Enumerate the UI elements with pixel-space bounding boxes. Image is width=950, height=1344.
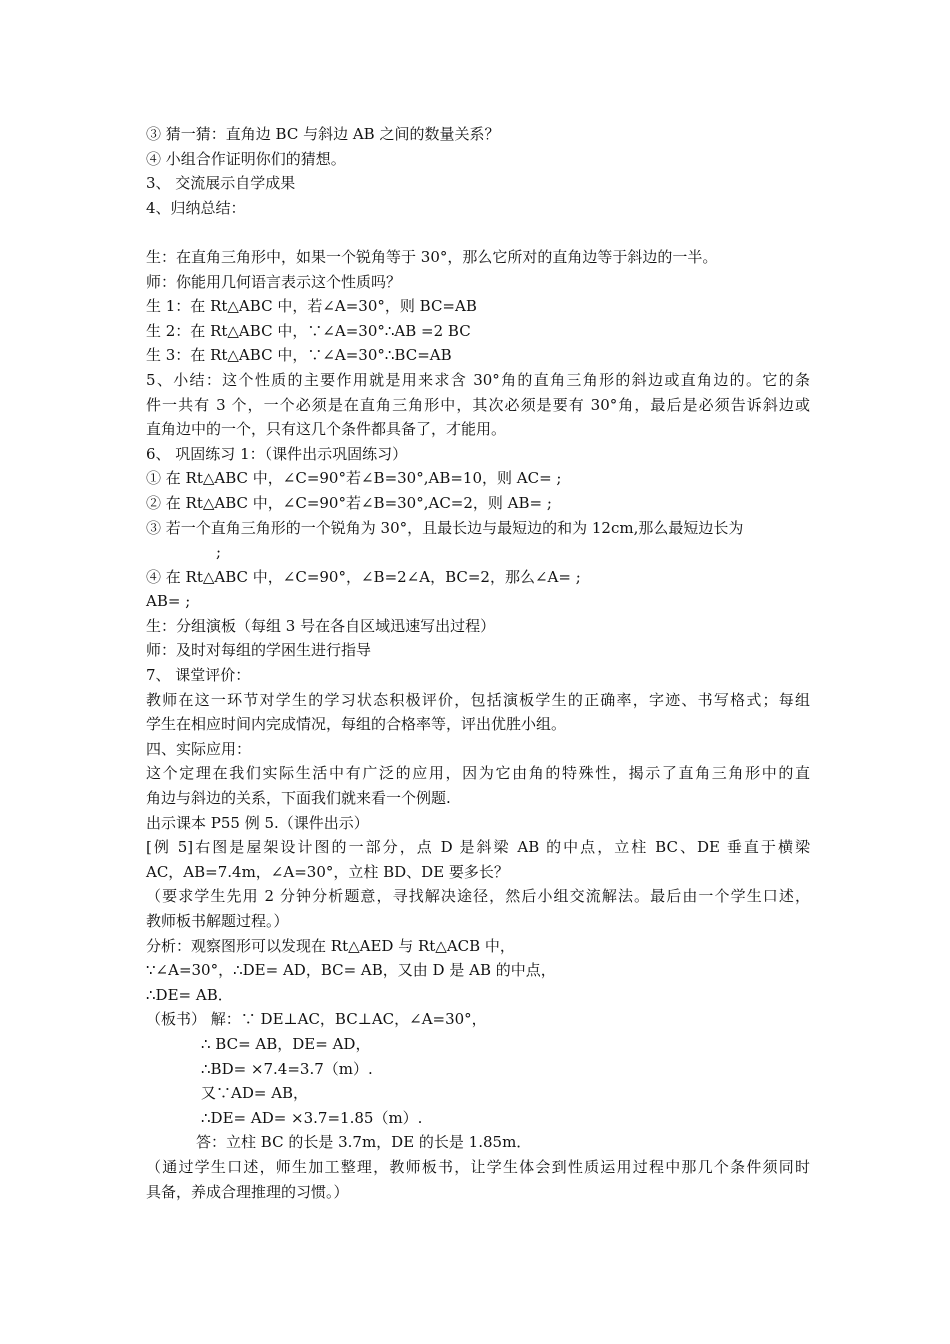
analysis-line: 分析：观察图形可以发现在 Rt△AED 与 Rt△ACB 中， bbox=[146, 936, 515, 955]
student-board-line: 生：分组演板（每组 3 号在各自区域迅速写出过程） bbox=[146, 616, 496, 635]
closing-note-line-2: 具备，养成合理推理的习惯。） bbox=[146, 1182, 349, 1201]
evaluation-paragraph-line-2: 学生在相应时间内完成情况，每组的合格率等，评出优胜小组。 bbox=[146, 715, 567, 734]
section-4-heading: 4、归纳总结： bbox=[146, 198, 246, 217]
board-solution-line: （板书） 解：∵ DE⊥AC，BC⊥AC，∠A=30°， bbox=[146, 1010, 487, 1029]
board-step-3: 又∵AD= AB， bbox=[201, 1084, 309, 1103]
summary-paragraph-line-1: 5、小结：这个性质的主要作用就是用来求含 30°角的直角三角形的斜边或直角边的。它的条 bbox=[146, 370, 810, 389]
section-3-heading: 3、 交流展示自学成果 bbox=[146, 174, 296, 193]
exercise-3-line: ③ 若一个直角三角形的一个锐角为 30°，且最长边与最短边的和为 12cm,那么最短边长为 bbox=[146, 518, 744, 537]
teacher-guide-line: 师：及时对每组的学困生进行指导 bbox=[146, 641, 372, 660]
board-step-4: ∴DE= AD= ×3.7=1.85（m）. bbox=[201, 1108, 423, 1127]
student-theorem-line: 生：在直角三角形中，如果一个锐角等于 30°，那么它所对的直角边等于斜边的一半。 bbox=[146, 247, 718, 266]
exercise-4-ab-line: AB= ; bbox=[146, 592, 191, 611]
section-7-heading: 7、 课堂评价： bbox=[146, 666, 251, 685]
therefore-de-line: ∴DE= AB． bbox=[146, 985, 233, 1004]
answer-line: 答：立柱 BC 的长是 3.7m，DE 的长是 1.85m． bbox=[196, 1133, 532, 1152]
summary-paragraph-line-3: 直角边中的一个，只有这几个条件都具备了，才能用。 bbox=[146, 420, 507, 439]
exercise-1-line: ① 在 Rt△ABC 中，∠C=90°若∠B=30°,AB=10，则 AC= ; bbox=[146, 469, 562, 488]
teacher-question-line: 师：你能用几何语言表示这个性质吗？ bbox=[146, 272, 402, 291]
requirement-line-2: 教师板书解题过程。） bbox=[146, 912, 289, 930]
requirement-line-1: （要求学生先用 2 分钟分析题意，寻找解决途径，然后小组交流解法。最后由一个学生口述， bbox=[146, 887, 810, 906]
guess-question-line: ③ 猜一猜：直角边 BC 与斜边 AB 之间的数量关系？ bbox=[146, 125, 500, 143]
blank-line bbox=[146, 220, 810, 245]
application-paragraph-line-2: 角边与斜边的关系，下面我们就来看一个例题. bbox=[146, 789, 451, 808]
because-line: ∵∠A=30°，∴DE= AD，BC= AB，又由 D 是 AB 的中点， bbox=[146, 961, 556, 980]
exercise-2-line: ② 在 Rt△ABC 中，∠C=90°若∠B=30°,AC=2，则 AB= ; bbox=[146, 493, 552, 512]
example-5-line-1: [例 5]右图是屋架设计图的一部分，点 D 是斜梁 AB 的中点，立柱 BC、DE 垂直于横梁 bbox=[146, 838, 810, 857]
section-6-heading: 6、 巩固练习 1：（课件出示巩固练习） bbox=[146, 444, 408, 463]
document-page bbox=[146, 122, 810, 1204]
board-step-2: ∴BD= ×7.4=3.7（m）. bbox=[201, 1059, 373, 1078]
textbook-example-line: 出示课本 P55 例 5.（课件出示） bbox=[146, 813, 369, 832]
application-paragraph-line-1: 这个定理在我们实际生活中有广泛的应用，因为它由角的特殊性，揭示了直角三角形中的直 bbox=[146, 764, 810, 783]
closing-note-line-1: （通过学生口述，师生加工整理，教师板书，让学生体会到性质运用过程中那几个条件须同时 bbox=[146, 1157, 810, 1176]
evaluation-paragraph-line-1: 教师在这一环节对学生的学习状态积极评价，包括演板学生的正确率，字迹、书写格式；每组 bbox=[146, 690, 810, 709]
board-step-1: ∴ BC= AB，DE= AD， bbox=[201, 1034, 371, 1053]
student-2-line: 生 2：在 Rt△ABC 中，∵∠A=30°∴AB =2 BC bbox=[146, 321, 471, 340]
group-proof-line: ④ 小组合作证明你们的猜想。 bbox=[146, 149, 346, 168]
section-four-heading: 四、实际应用： bbox=[146, 739, 252, 758]
example-5-line-2: AC，AB=7.4m，∠A=30°，立柱 BD、DE 要多长？ bbox=[146, 862, 509, 881]
exercise-4-line: ④ 在 Rt△ABC 中，∠C=90°，∠B=2∠A，BC=2，那么∠A= ; bbox=[146, 567, 581, 586]
student-3-line: 生 3：在 Rt△ABC 中，∵∠A=30°∴BC=AB bbox=[146, 346, 452, 365]
student-1-line: 生 1：在 Rt△ABC 中，若∠A=30°，则 BC=AB bbox=[146, 297, 477, 316]
exercise-3-blank: ; bbox=[216, 543, 222, 562]
summary-paragraph-line-2: 件一共有 3 个，一个必须是在直角三角形中，其次必须是要有 30°角，最后是必须告诉斜边或 bbox=[146, 395, 810, 414]
